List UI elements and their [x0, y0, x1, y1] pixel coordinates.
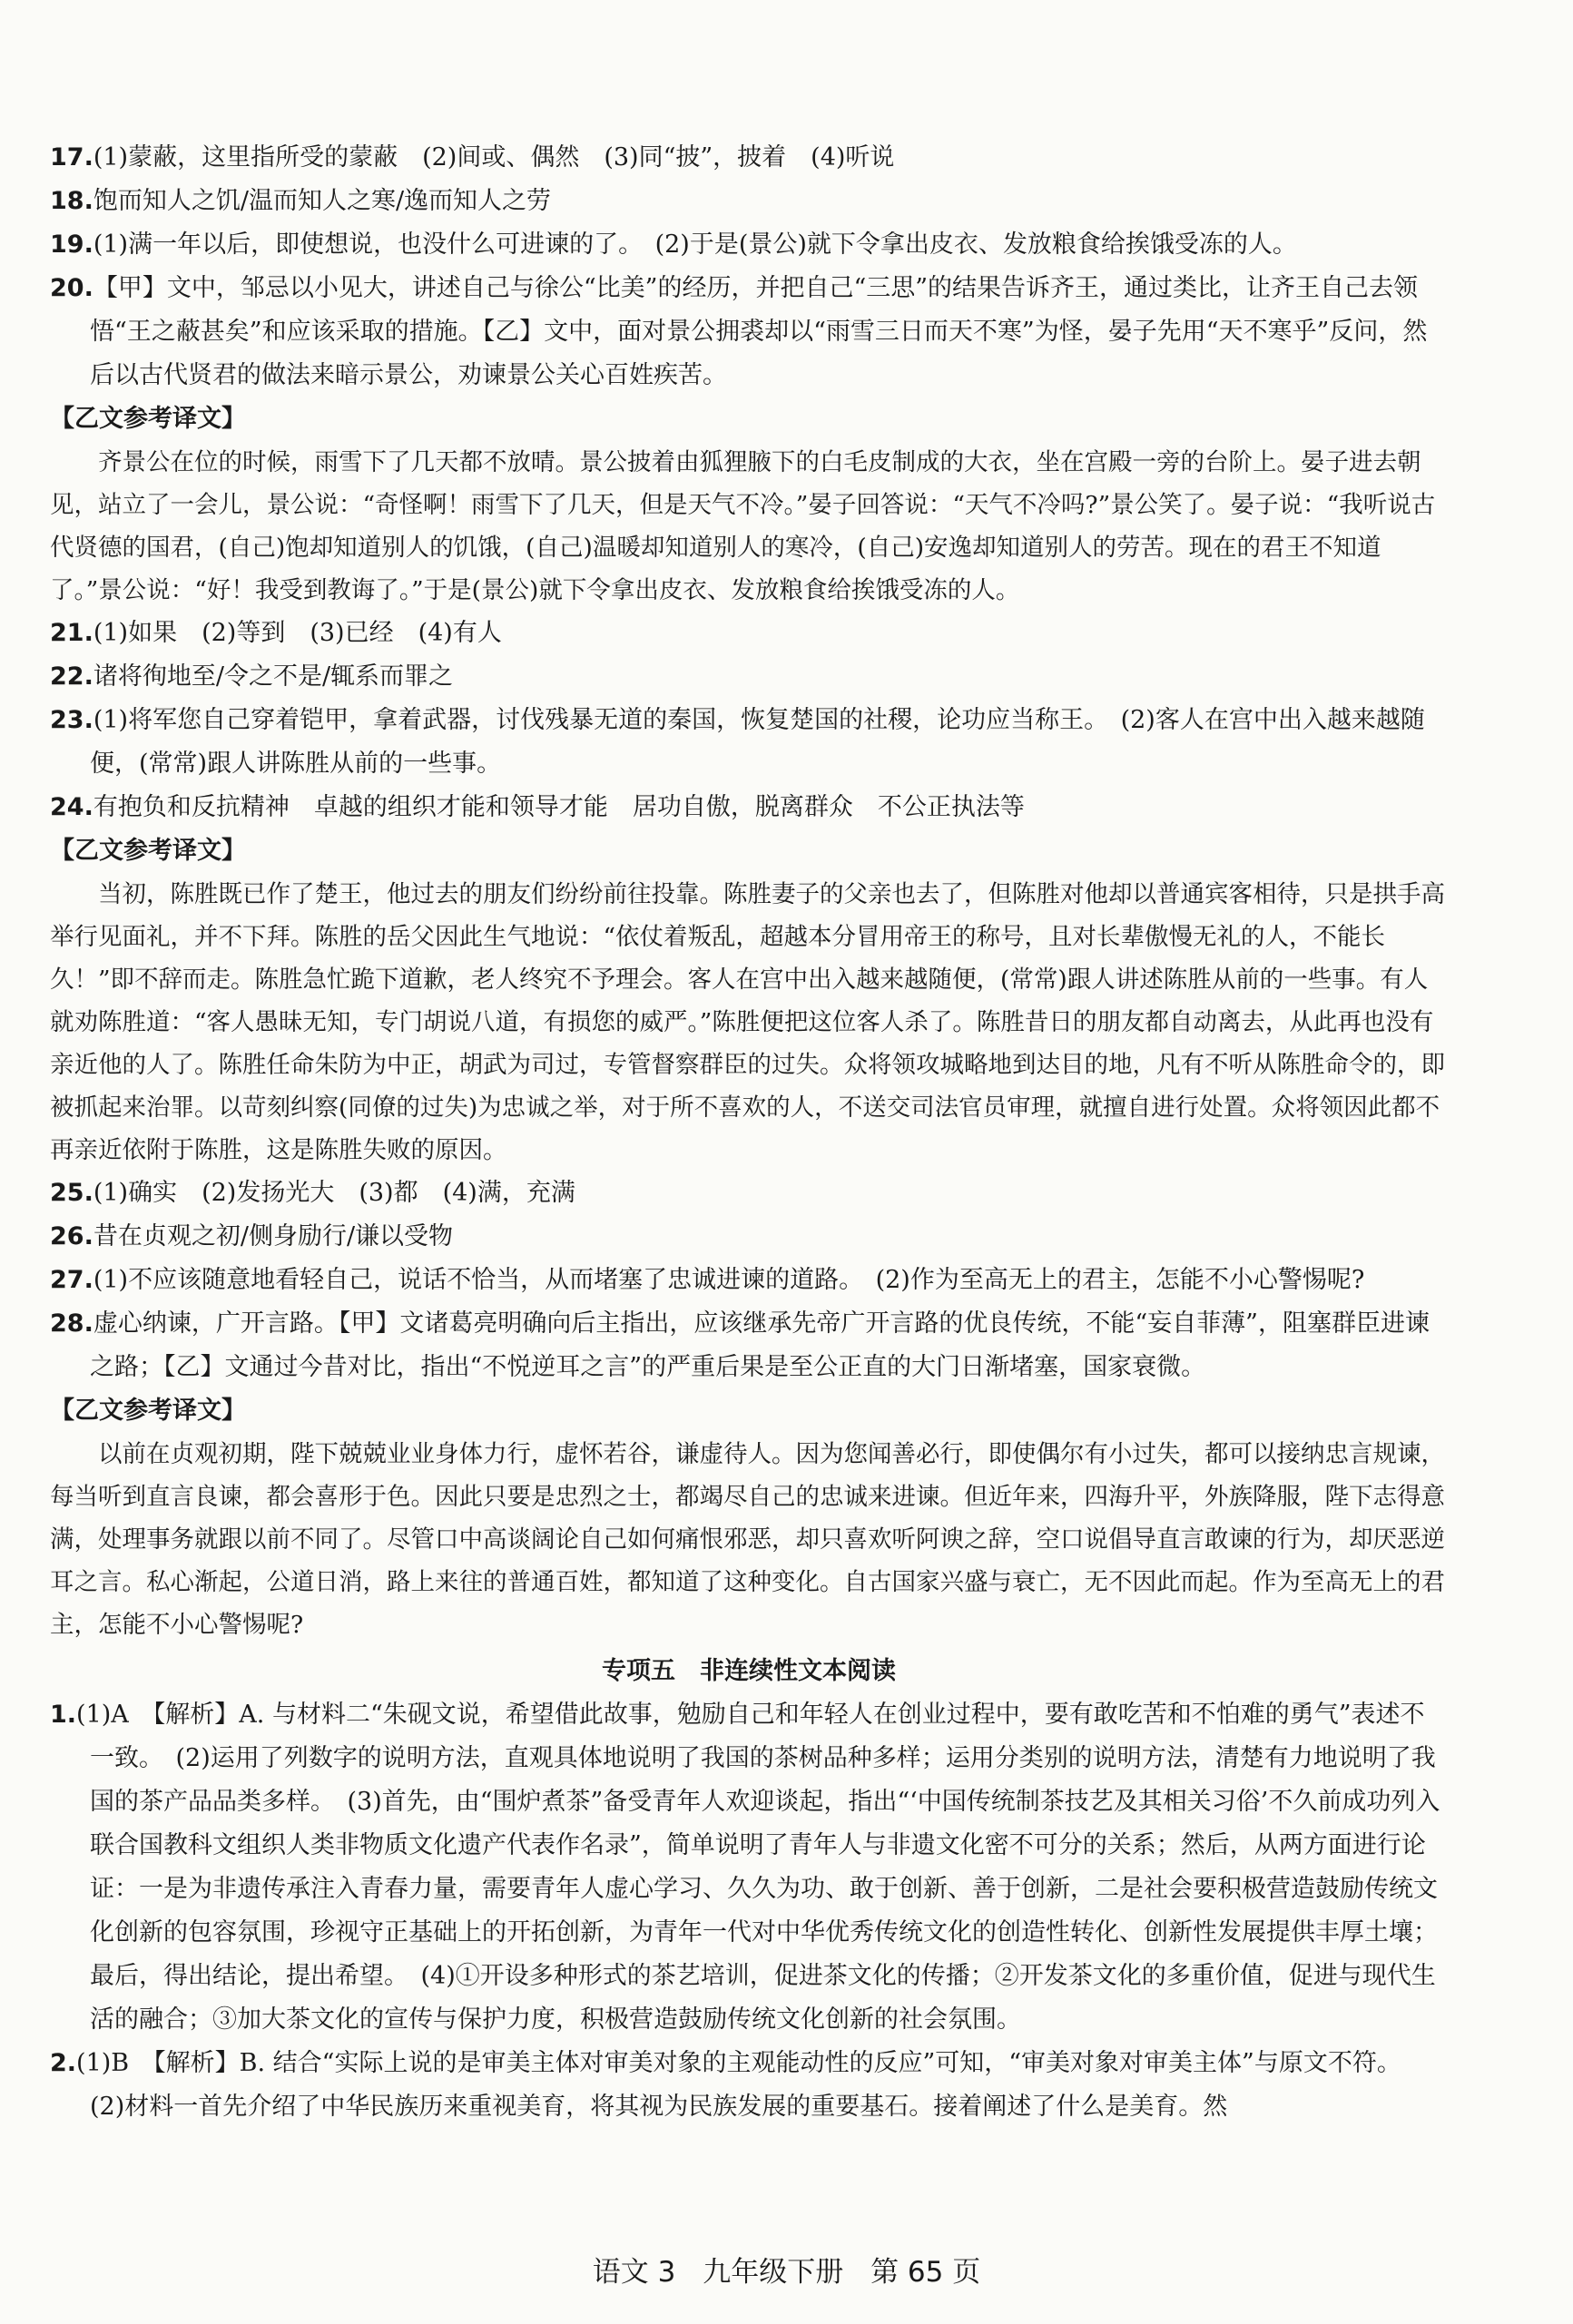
answer-21: 21.(1)如果 (2)等到 (3)已经 (4)有人: [50, 619, 502, 647]
translation-paragraph: 当初，陈胜既已作了楚王，他过去的朋友们纷纷前往投靠。陈胜妻子的父亲也去了，但陈胜对他却以普通宾客相待，只是拱手高举行见面礼，并不下拜。陈胜的岳父因此生气地说：“依仗着叛乱，超越本分冒用帝王的称号，且对长辈傲慢无礼的人，不能长久！”即不辞而走。陈胜急忙跪下道歉，老人终究不予理会。客人在宫中出入越来越随便，(常常)跟人讲述陈胜从前的一些事。有人就劝陈胜道：“客人愚昧无知，专门胡说八道，有损您的威严。”陈胜便把这位客人杀了。陈胜昔日的朋友都自动离去，从此再也没有亲近他的人了。陈胜任命朱防为中正，胡武为司过，专管督察群臣的过失。众将领攻城略地到达目的地，凡有不听从陈胜命令的，即被抓起来治罪。以苛刻纠察(同僚的过失)为忠诚之举，对于所不喜欢的人，不送交司法官员审理，就擅自进行处置。众将领因此都不再亲近依附于陈胜，这是陈胜失败的原因。: [50, 880, 1445, 1164]
translation-heading: 【乙文参考译文】: [50, 837, 246, 865]
answer-20: 20.【甲】文中，邹忌以小见大，讲述自己与徐公“比美”的经历，并把自己“三思”的结果告诉齐王，通过类比，让齐王自己去领悟“王之蔽甚矣”和应该采取的措施。【乙】文中，面对景公拥裘却以“雨雪三日而天不寒”为怪，晏子先用“天不寒乎”反问，然后以古代贤君的做法来暗示景公，劝谏景公关心百姓疾苦。: [50, 274, 1428, 389]
page-footer: [0, 2249, 1573, 2290]
translation-heading: 【乙文参考译文】: [50, 405, 246, 433]
answer-25: 25.(1)确实 (2)发扬光大 (3)都 (4)满，充满: [50, 1179, 575, 1207]
footer-page-number: 第 65 页: [870, 2256, 981, 2289]
answer-26: 26.昔在贞观之初/侧身励行/谦以受物: [50, 1222, 454, 1250]
answer-content: [50, 136, 1448, 2129]
translation-paragraph: 齐景公在位的时候，雨雪下了几天都不放晴。景公披着由狐狸腋下的白毛皮制成的大衣，坐在宫殿一旁的台阶上。晏子进去朝见，站立了一会儿，景公说：“奇怪啊！雨雪下了几天，但是天气不冷。”晏子回答说：“天气不冷吗?”景公笑了。晏子说：“我听说古代贤德的国君，(自己)饱却知道别人的饥饿，(自己)温暖却知道别人的寒冷，(自己)安逸却知道别人的劳苦。现在的君王不知道了。”景公说：“好！我受到教诲了。”于是(景公)就下令拿出皮衣、发放粮食给挨饿受冻的人。: [50, 448, 1436, 604]
answer-19: 19.(1)满一年以后，即使想说，也没什么可进谏的了。 (2)于是(景公)就下令拿出皮衣、发放粮食给挨饿受冻的人。: [50, 230, 1297, 259]
answer-17: 17.(1)蒙蔽，这里指所受的蒙蔽 (2)间或、偶然 (3)同“披”，披着 (4)听说: [50, 143, 895, 172]
footer-subject: 语文 3: [592, 2256, 676, 2289]
translation-heading: 【乙文参考译文】: [50, 1397, 246, 1425]
answer-24: 24.有抱负和反抗精神 卓越的组织才能和领导才能 居功自傲，脱离群众 不公正执法等: [50, 793, 1025, 821]
answer-1: 1.(1)A 【解析】A. 与材料二“朱砚文说，希望借此故事，勉励自己和年轻人在创业过程中，要有敢吃苦和不怕难的勇气”表述不一致。 (2)运用了列数字的说明方法，直观具体地说明了我国的茶树品种多样；运用分类别的说明方法，清楚有力地说明了我国的茶产品品类多样。 (3)首先，由“围炉煮茶”备受青年人欢迎谈起，指出“‘中国传统制茶技艺及其相关习俗’不久前成功列入联合国教科文组织人类非物质文化遗产代表作名录”，简单说明了青年人与非遗文化密不可分的关系；然后，从两方面进行论证：一是为非遗传承注入青春力量，需要青年人虚心学习、久久为功、敢于创新、善于创新，二是社会要积极营造鼓励传统文化创新的包容氛围，珍视守正基础上的开拓创新，为青年一代对中华优秀传统文化的创造性转化、创新性发展提供丰厚土壤；最后，得出结论，提出希望。 (4)①开设多种形式的茶艺培训，促进茶文化的传播；②开发茶文化的多重价值，促进与现代生活的融合；③加大茶文化的宣传与保护力度，积极营造鼓励传统文化创新的社会氛围。: [50, 1701, 1440, 2034]
footer-grade: 九年级下册: [703, 2256, 844, 2289]
answer-23: 23.(1)将军您自己穿着铠甲，拿着武器，讨伐残暴无道的秦国，恢复楚国的社稷，论功应当称王。 (2)客人在宫中出入越来越随便，(常常)跟人讲陈胜从前的一些事。: [50, 706, 1425, 778]
answer-18: 18.饱而知人之饥/温而知人之寒/逸而知人之劳: [50, 187, 552, 215]
answer-22: 22.诸将徇地至/令之不是/辄系而罪之: [50, 662, 454, 691]
topic-title: 专项五 非连续性文本阅读: [602, 1657, 896, 1685]
answer-28: 28.虚心纳谏，广开言路。【甲】文诸葛亮明确向后主指出，应该继承先帝广开言路的优良传统，不能“妄自菲薄”，阻塞群臣进谏之路；【乙】文通过今昔对比，指出“不悦逆耳之言”的严重后果是至公正直的大门日渐堵塞，国家衰微。: [50, 1309, 1430, 1381]
answer-2: 2.(1)B 【解析】B. 结合“实际上说的是审美主体对审美对象的主观能动性的反应”可知，“审美对象对审美主体”与原文不符。 (2)材料一首先介绍了中华民族历来重视美育，将其视为民族发展的重要基石。接着阐述了什么是美育。然: [50, 2049, 1414, 2121]
translation-paragraph: 以前在贞观初期，陛下兢兢业业身体力行，虚怀若谷，谦虚待人。因为您闻善必行，即使偶尔有小过失，都可以接纳忠言规谏，每当听到直言良谏，都会喜形于色。因此只要是忠烈之士，都竭尽自己的忠诚来进谏。但近年来，四海升平，外族降服，陛下志得意满，处理事务就跟以前不同了。尽管口中高谈阔论自己如何痛恨邪恶，却只喜欢听阿谀之辞，空口说倡导直言敢谏的行为，却厌恶逆耳之言。私心渐起，公道日消，路上来往的普通百姓，都知道了这种变化。自古国家兴盛与衰亡，无不因此而起。作为至高无上的君主，怎能不小心警惕呢?: [50, 1440, 1445, 1639]
answer-27: 27.(1)不应该随意地看轻自己，说话不恰当，从而堵塞了忠诚进谏的道路。 (2)作为至高无上的君主，怎能不小心警惕呢?: [50, 1266, 1365, 1294]
